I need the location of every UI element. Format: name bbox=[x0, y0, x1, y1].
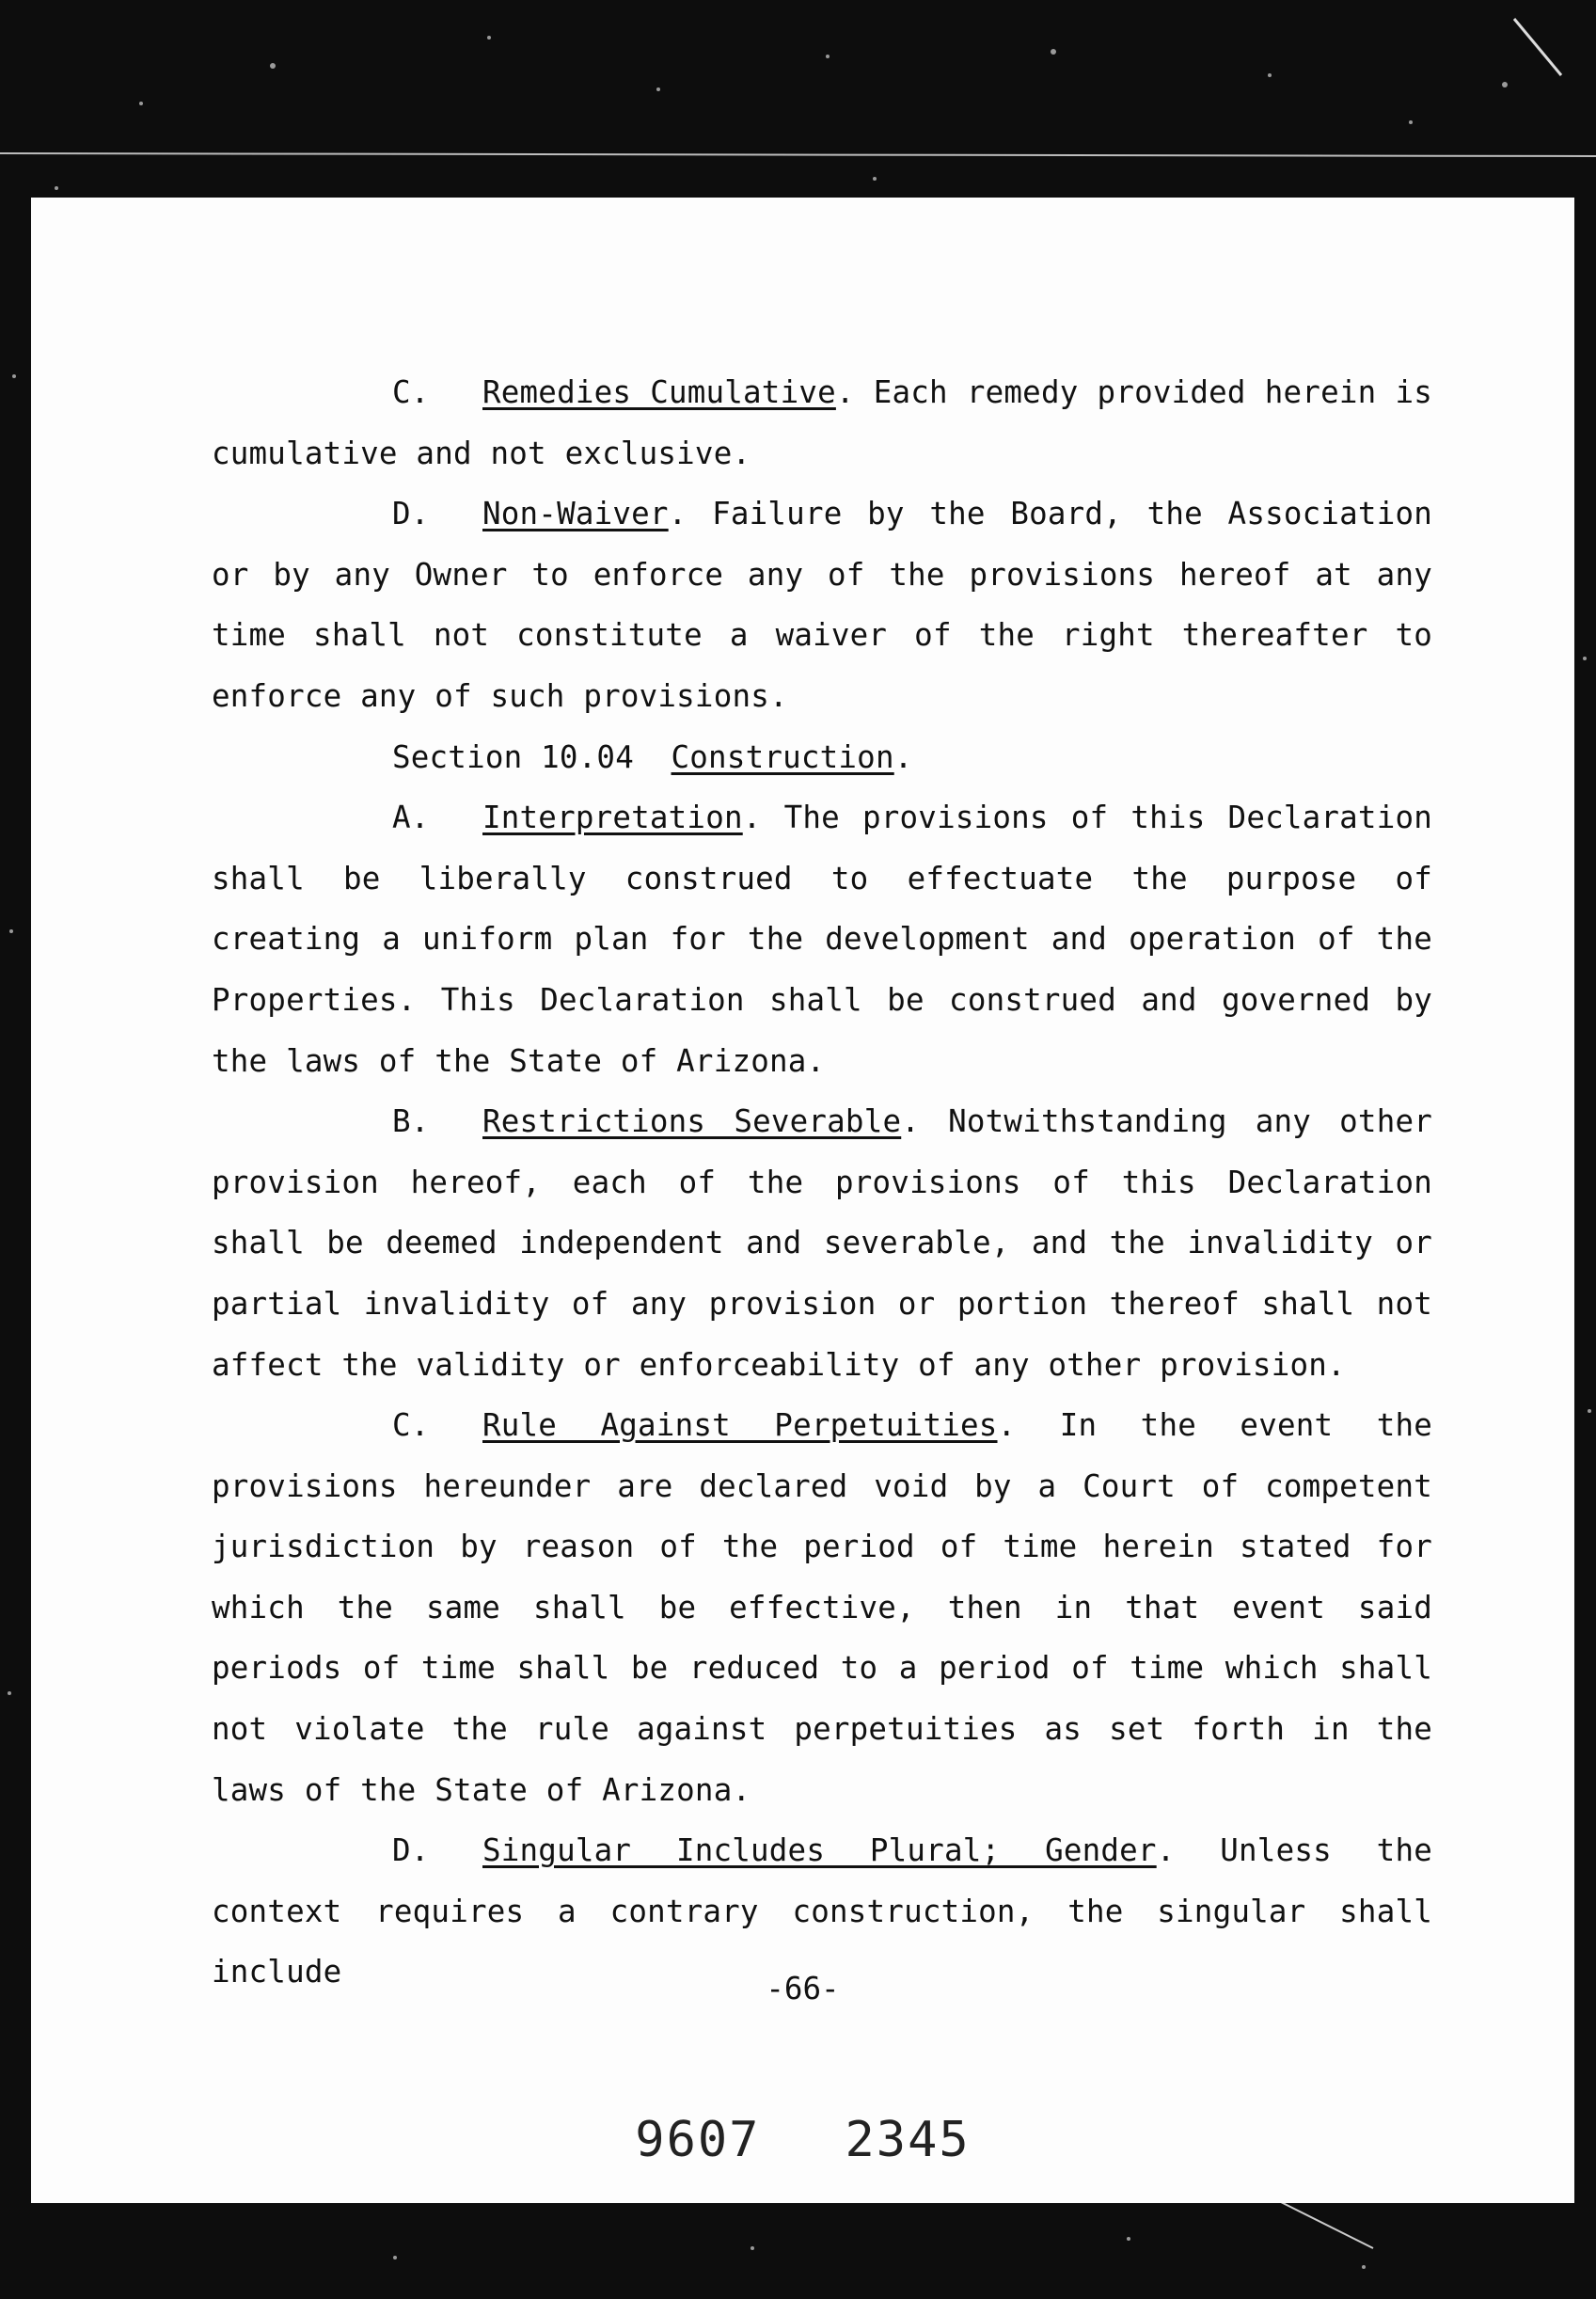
paragraph-rule-against-perpetuities bbox=[212, 1395, 1432, 1820]
page-number: -66- bbox=[766, 1971, 840, 2006]
paragraph-heading: Non-Waiver bbox=[482, 496, 669, 532]
paragraph-restrictions-severable bbox=[212, 1091, 1432, 1395]
paragraph-label: A. bbox=[392, 800, 430, 836]
paragraph-label: C. bbox=[392, 1407, 430, 1444]
section-heading-construction bbox=[212, 727, 1432, 788]
paragraph-body: . Unless the context requires a contrary construction, the singular shall include bbox=[212, 1832, 1432, 1990]
document-stamp bbox=[31, 2112, 1574, 2168]
stamp-right-number: 2345 bbox=[845, 2112, 971, 2168]
paragraph-label: B. bbox=[392, 1103, 430, 1140]
paragraph-heading: Interpretation bbox=[482, 800, 743, 836]
paragraph-body: . In the event the provisions hereunder are declared void by a Court of competent jurisdiction by reason of the period of time herein stated for which the same shall be effective, then in that event said periods of time shall be reduced to a period of time which shall not violate the rule against perpetuities as set forth in the laws of the State of Arizona. bbox=[212, 1407, 1432, 1808]
paragraph-heading: Rule Against Perpetuities bbox=[482, 1407, 998, 1444]
paragraph-body: . Failure by the Board, the Association or by any Owner to enforce any of the provisions hereof at any time shall not constitute a waiver of the right thereafter to enforce any of such provisions. bbox=[212, 496, 1432, 714]
document-page bbox=[31, 198, 1574, 2203]
paragraph-heading: Singular Includes Plural; Gender bbox=[482, 1832, 1157, 1869]
section-punct: . bbox=[893, 738, 913, 775]
paragraph-non-waiver bbox=[212, 484, 1432, 726]
section-label: Section 10.04 bbox=[392, 738, 634, 775]
paragraph-remedies-cumulative bbox=[212, 362, 1432, 484]
paragraph-heading: Restrictions Severable bbox=[482, 1103, 902, 1140]
document-body bbox=[212, 362, 1432, 2003]
paragraph-label: D. bbox=[392, 496, 430, 532]
section-heading: Construction bbox=[671, 738, 894, 775]
paragraph-interpretation bbox=[212, 787, 1432, 1091]
paragraph-label: D. bbox=[392, 1832, 430, 1869]
paragraph-label: C. bbox=[392, 374, 430, 410]
paragraph-body: . The provisions of this Declaration shall be liberally construed to effectuate the purpose of creating a uniform plan for the development and operation of the Properties. This Declaration shall be construed and governed by the laws of the State of Arizona. bbox=[212, 800, 1432, 1079]
stamp-left-number: 9607 bbox=[635, 2112, 761, 2168]
paragraph-body: . Each remedy provided herein is cumulative and not exclusive. bbox=[212, 374, 1432, 471]
paragraph-body: . Notwithstanding any other provision hereof, each of the provisions of this Declaration shall be deemed independent and severable, and the invalidity or partial invalidity of any provision or portion thereof shall not affect the validity or enforceability of any other provision. bbox=[212, 1103, 1433, 1383]
paragraph-heading: Remedies Cumulative bbox=[482, 374, 836, 410]
